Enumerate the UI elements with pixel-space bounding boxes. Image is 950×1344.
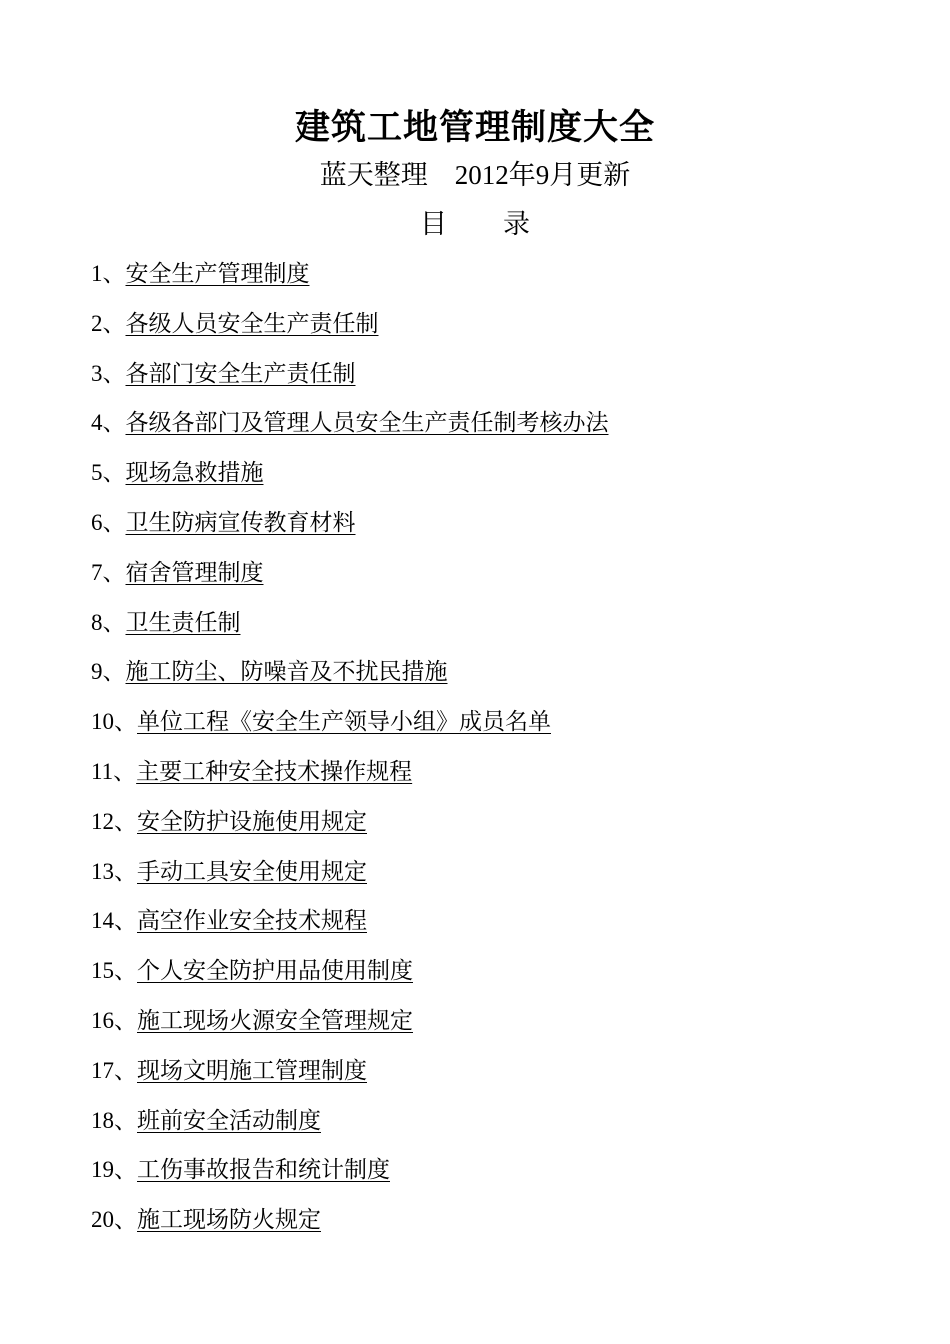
document-title: 建筑工地管理制度大全 xyxy=(294,107,655,148)
toc-item-link[interactable]: 卫生责任制 xyxy=(125,609,241,635)
toc-item-link[interactable]: 班前安全活动制度 xyxy=(137,1107,321,1133)
toc-item-number: 17、 xyxy=(91,1057,137,1083)
toc-heading-left: 目 xyxy=(420,209,447,240)
toc-item xyxy=(91,703,891,753)
table-of-contents xyxy=(91,255,891,1251)
toc-item-link[interactable]: 现场急救措施 xyxy=(125,460,264,486)
toc-item-link[interactable]: 各级人员安全生产责任制 xyxy=(125,310,379,336)
toc-item-number: 20、 xyxy=(91,1207,137,1233)
toc-item xyxy=(91,902,891,952)
toc-item xyxy=(91,504,891,554)
toc-item-link[interactable]: 施工现场火源安全管理规定 xyxy=(137,1007,413,1033)
toc-heading-right: 录 xyxy=(503,209,530,240)
toc-item xyxy=(91,653,891,703)
toc-item-number: 12、 xyxy=(91,808,137,834)
toc-item-number: 10、 xyxy=(91,709,137,735)
toc-item xyxy=(91,604,891,654)
toc-item-number: 5、 xyxy=(91,460,126,486)
toc-item-link[interactable]: 各级各部门及管理人员安全生产责任制考核办法 xyxy=(125,410,609,436)
toc-item-link[interactable]: 安全生产管理制度 xyxy=(125,261,310,286)
toc-heading xyxy=(0,205,950,245)
toc-item xyxy=(91,1102,891,1152)
toc-item xyxy=(91,753,891,803)
document-subtitle: 蓝天整理 2012年9月更新 xyxy=(319,160,631,190)
toc-item-number: 13、 xyxy=(91,858,137,884)
toc-item xyxy=(91,305,891,355)
toc-item-number: 11、 xyxy=(91,758,137,784)
toc-item-link[interactable]: 安全防护设施使用规定 xyxy=(137,808,367,834)
toc-item-number: 3、 xyxy=(91,360,126,386)
toc-item-link[interactable]: 主要工种安全技术操作规程 xyxy=(136,758,413,784)
toc-item xyxy=(91,853,891,903)
toc-item xyxy=(91,404,891,454)
toc-item-number: 7、 xyxy=(91,559,126,585)
toc-item xyxy=(91,952,891,1002)
toc-item-number: 6、 xyxy=(91,509,126,535)
toc-item-number: 16、 xyxy=(91,1007,137,1033)
toc-item-link[interactable]: 高空作业安全技术规程 xyxy=(137,908,367,934)
toc-item xyxy=(91,454,891,504)
toc-item xyxy=(91,1201,891,1251)
toc-item xyxy=(91,1151,891,1201)
toc-item-number: 1、 xyxy=(91,261,126,286)
toc-item-number: 18、 xyxy=(91,1107,137,1133)
toc-item-link[interactable]: 施工现场防火规定 xyxy=(137,1207,321,1233)
toc-item-link[interactable]: 现场文明施工管理制度 xyxy=(137,1057,367,1083)
toc-item xyxy=(91,255,891,305)
toc-item xyxy=(91,355,891,405)
toc-item xyxy=(91,803,891,853)
toc-item-link[interactable]: 手动工具安全使用规定 xyxy=(137,858,367,884)
toc-item-link[interactable]: 个人安全防护用品使用制度 xyxy=(137,958,413,984)
toc-item-link[interactable]: 各部门安全生产责任制 xyxy=(125,360,356,386)
toc-item-link[interactable]: 单位工程《安全生产领导小组》成员名单 xyxy=(137,709,551,735)
toc-item-link[interactable]: 宿舍管理制度 xyxy=(125,559,264,585)
toc-item-number: 15、 xyxy=(91,958,137,984)
toc-item xyxy=(91,554,891,604)
toc-item xyxy=(91,1002,891,1052)
toc-item-number: 8、 xyxy=(91,609,126,635)
toc-item-number: 14、 xyxy=(91,908,137,934)
toc-item-number: 4、 xyxy=(91,410,126,436)
toc-item xyxy=(91,1052,891,1102)
toc-item-link[interactable]: 卫生防病宣传教育材料 xyxy=(125,509,356,535)
toc-item-link[interactable]: 施工防尘、防噪音及不扰民措施 xyxy=(125,659,448,685)
toc-item-number: 2、 xyxy=(91,310,126,336)
toc-item-link[interactable]: 工伤事故报告和统计制度 xyxy=(137,1157,390,1183)
toc-item-number: 9、 xyxy=(91,659,126,685)
toc-item-number: 19、 xyxy=(91,1157,137,1183)
